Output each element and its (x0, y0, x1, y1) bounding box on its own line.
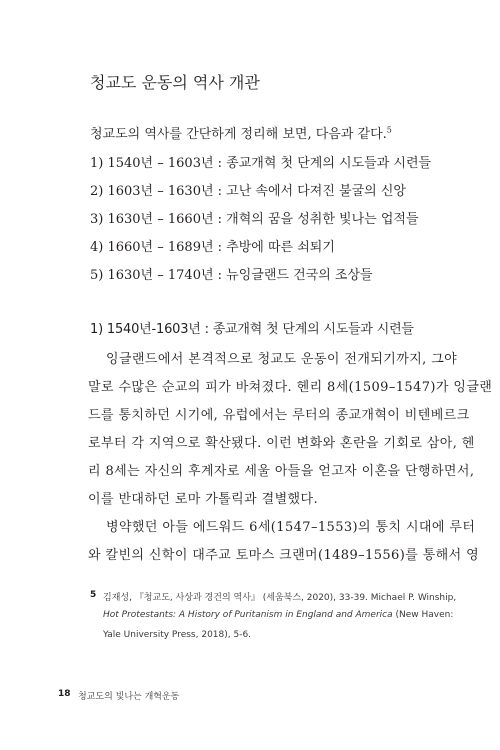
footnote-line: 김재성, 『청교도, 사상과 경건의 역사』 (세움북스, 2020), 33-39. Michael P. Winship, (103, 593, 457, 603)
footnote-line: Yale University Press, 2018), 5-6. (103, 630, 252, 640)
section-heading: 1) 1540년-1603년 : 종교개혁 첫 단계의 시도들과 시련들 (90, 322, 414, 337)
body-line: 로부터 각 지역으로 확산됐다. 이런 변화와 혼란을 기회로 삼아, 헨 (88, 436, 475, 451)
body-line: 드를 통치하던 시기에, 유럽에서는 루터의 종교개혁이 비텐베르크 (88, 408, 470, 423)
intro-paragraph (90, 123, 392, 142)
book-title: Hot Protestants: A History of Puritanism in England and America (103, 610, 393, 620)
footnote-line (103, 610, 453, 620)
period-item: 1) 1540년 – 1603년 : 종교개혁 첫 단계의 시도들과 시련들 (90, 156, 432, 171)
period-item: 4) 1660년 – 1689년 : 추방에 따른 쇠퇴기 (90, 240, 335, 255)
footnote-number: 5 (90, 590, 97, 600)
page-number: 18 (58, 689, 71, 699)
period-item: 5) 1630년 – 1740년 : 뉴잉글랜드 건국의 조상들 (90, 268, 373, 283)
body-line: 잉글랜드에서 본격적으로 청교도 운동이 전개되기까지, 그야 (106, 352, 458, 367)
period-item: 3) 1630년 – 1660년 : 개혁의 꿈을 성취한 빛나는 업적들 (90, 212, 419, 227)
chapter-title: 청교도 운동의 역사 개관 (90, 73, 260, 92)
footnote-ref[interactable]: 5 (386, 125, 392, 135)
body-line: 이를 반대하던 로마 가톨릭과 결별했다. (88, 492, 318, 507)
body-line: 와 칼빈의 신학이 대주교 토마스 크랜머(1489–1556)를 통해서 영 (88, 548, 480, 563)
footnote-publisher: (New Haven: (392, 610, 454, 620)
body-line: 말로 수많은 순교의 피가 바쳐졌다. 헨리 8세(1509–1547)가 잉글랜 (88, 380, 493, 395)
body-line: 병약했던 아들 에드워드 6세(1547–1553)의 통치 시대에 루터 (106, 520, 476, 535)
intro-text: 청교도의 역사를 간단하게 정리해 보면, 다음과 같다. (90, 127, 387, 142)
period-item: 2) 1603년 – 1630년 : 고난 속에서 다져진 불굴의 신앙 (90, 184, 406, 199)
running-head: 청교도의 빛나는 개혁운동 (78, 692, 180, 702)
body-line: 리 8세는 자신의 후계자로 세울 아들을 얻고자 이혼을 단행하면서, (88, 464, 475, 479)
